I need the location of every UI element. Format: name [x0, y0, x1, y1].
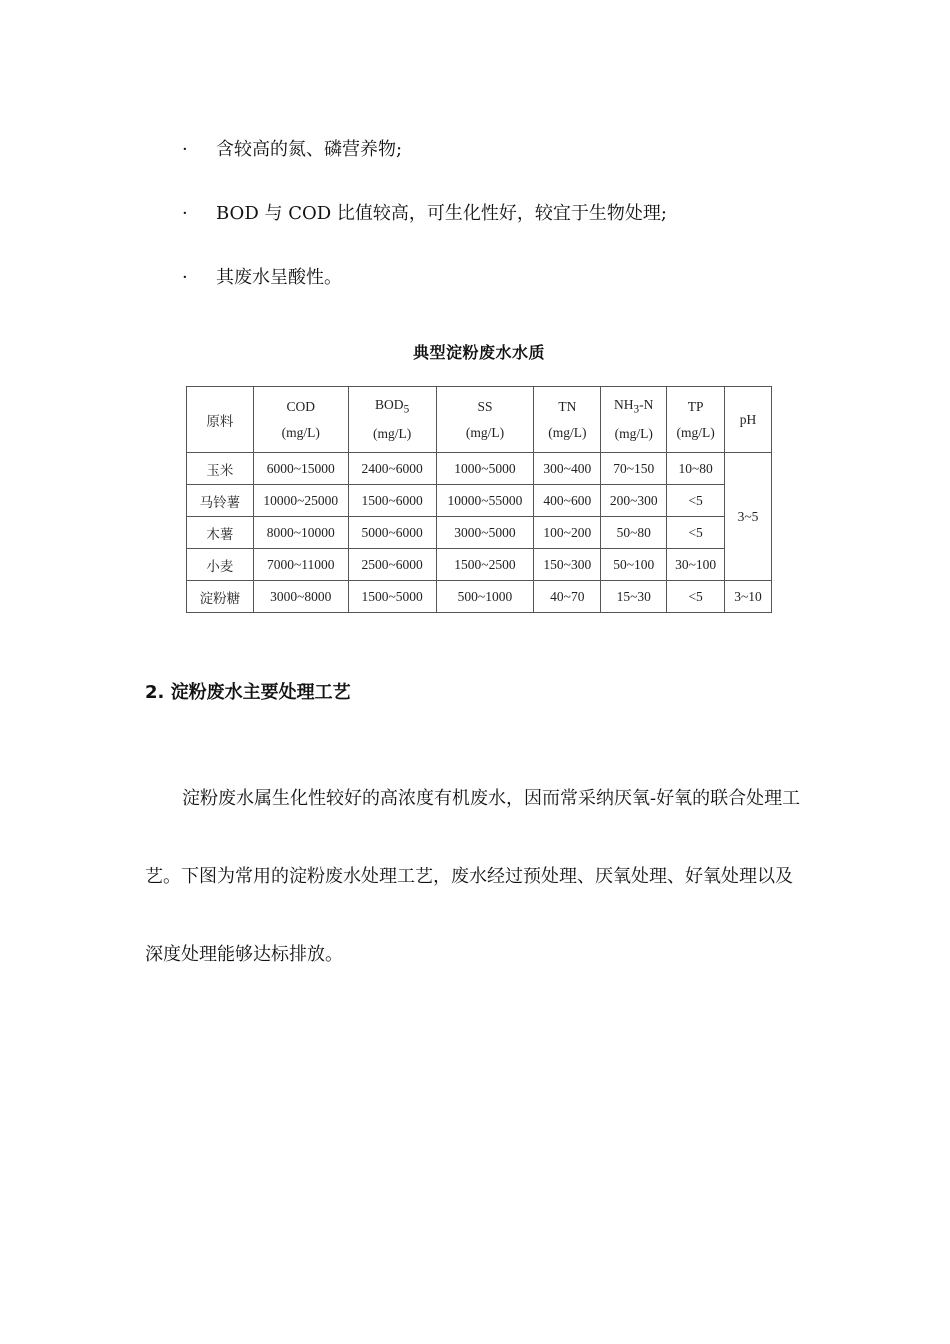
cell-tp: <5 [667, 485, 725, 517]
cell-nh3n: 15~30 [601, 581, 667, 613]
header-tp [667, 387, 725, 453]
cell-tn: 40~70 [534, 581, 601, 613]
cell-nh3n: 50~80 [601, 517, 667, 549]
cell-nh3n: 50~100 [601, 549, 667, 581]
cell-tn: 300~400 [534, 453, 601, 485]
bullet-dot: · [182, 203, 188, 224]
header-nh-suffix: -N [639, 397, 654, 413]
table-row [187, 517, 772, 549]
cell-tp: <5 [667, 517, 725, 549]
bullet-text: 其废水呈酸性。 [216, 267, 342, 288]
header-unit: (mg/L) [465, 424, 505, 440]
bullet-list [182, 132, 667, 324]
cell-material: 马铃薯 [187, 485, 254, 517]
header-nh-sub: 3 [633, 403, 640, 416]
header-tn-label: TN [558, 398, 577, 414]
header-nh-label: NH [614, 397, 634, 413]
header-material: 原料 [187, 387, 254, 453]
header-bod-sub: 5 [403, 403, 410, 416]
cell-tp: 30~100 [667, 549, 725, 581]
cell-bod: 2400~6000 [348, 453, 436, 485]
header-ph: pH [725, 387, 772, 453]
header-unit: (mg/L) [614, 425, 653, 441]
cell-cod: 3000~8000 [253, 581, 348, 613]
cell-tp: <5 [667, 581, 725, 613]
cell-bod: 1500~6000 [348, 485, 436, 517]
cell-cod: 7000~11000 [253, 549, 348, 581]
cell-nh3n: 70~150 [601, 453, 667, 485]
cell-bod: 2500~6000 [348, 549, 436, 581]
cell-ss: 1000~5000 [436, 453, 534, 485]
bullet-item [182, 196, 667, 260]
cell-tp: 10~80 [667, 453, 725, 485]
cell-ph: 3~10 [725, 581, 772, 613]
cell-ss: 500~1000 [436, 581, 534, 613]
bullet-text: 含较高的氮、磷营养物; [216, 139, 403, 160]
cell-nh3n: 200~300 [601, 485, 667, 517]
header-unit: (mg/L) [281, 424, 320, 440]
header-ss-label: SS [477, 398, 493, 414]
cell-tn: 150~300 [534, 549, 601, 581]
header-cod [253, 387, 348, 453]
cell-material: 木薯 [187, 517, 254, 549]
bullet-text: BOD 与 COD 比值较高，可生化性好，较宜于生物处理; [216, 203, 667, 224]
bullet-dot: · [182, 267, 188, 288]
table-row [187, 549, 772, 581]
header-cod-label: COD [286, 398, 316, 414]
cell-ss: 3000~5000 [436, 517, 534, 549]
body-paragraph: 淀粉废水属生化性较好的高浓度有机废水，因而常采纳厌氧-好氧的联合处理工艺。下图为常用的淀粉废水处理工艺，废水经过预处理、厌氧处理、好氧处理以及深度处理能够达标排放。 [145, 788, 801, 965]
cell-tn: 400~600 [534, 485, 601, 517]
cell-bod: 1500~5000 [348, 581, 436, 613]
header-tp-label: TP [687, 398, 704, 414]
header-unit: (mg/L) [548, 424, 587, 440]
table-header-row [187, 387, 772, 453]
cell-cod: 10000~25000 [253, 485, 348, 517]
table-row [187, 581, 772, 613]
cell-ss: 1500~2500 [436, 549, 534, 581]
table-title: 典型淀粉废水水质 [412, 343, 545, 362]
header-unit: (mg/L) [372, 425, 412, 441]
header-tn [534, 387, 601, 453]
header-unit: (mg/L) [676, 424, 715, 440]
cell-tn: 100~200 [534, 517, 601, 549]
cell-ph-group: 3~5 [725, 453, 772, 581]
bullet-item [182, 260, 667, 324]
header-bod-label: BOD [375, 397, 404, 413]
bullet-dot: · [182, 139, 188, 160]
section-heading: 2. 淀粉废水主要处理工艺 [145, 682, 351, 703]
cell-material: 小麦 [187, 549, 254, 581]
water-quality-table [186, 386, 772, 613]
cell-cod: 8000~10000 [253, 517, 348, 549]
cell-bod: 5000~6000 [348, 517, 436, 549]
cell-material: 玉米 [187, 453, 254, 485]
header-ss [436, 387, 534, 453]
cell-ss: 10000~55000 [436, 485, 534, 517]
cell-material: 淀粉糖 [187, 581, 254, 613]
header-bod [348, 387, 436, 453]
header-nh3n [601, 387, 667, 453]
table-row [187, 485, 772, 517]
table-row [187, 453, 772, 485]
bullet-item [182, 132, 667, 196]
cell-cod: 6000~15000 [253, 453, 348, 485]
